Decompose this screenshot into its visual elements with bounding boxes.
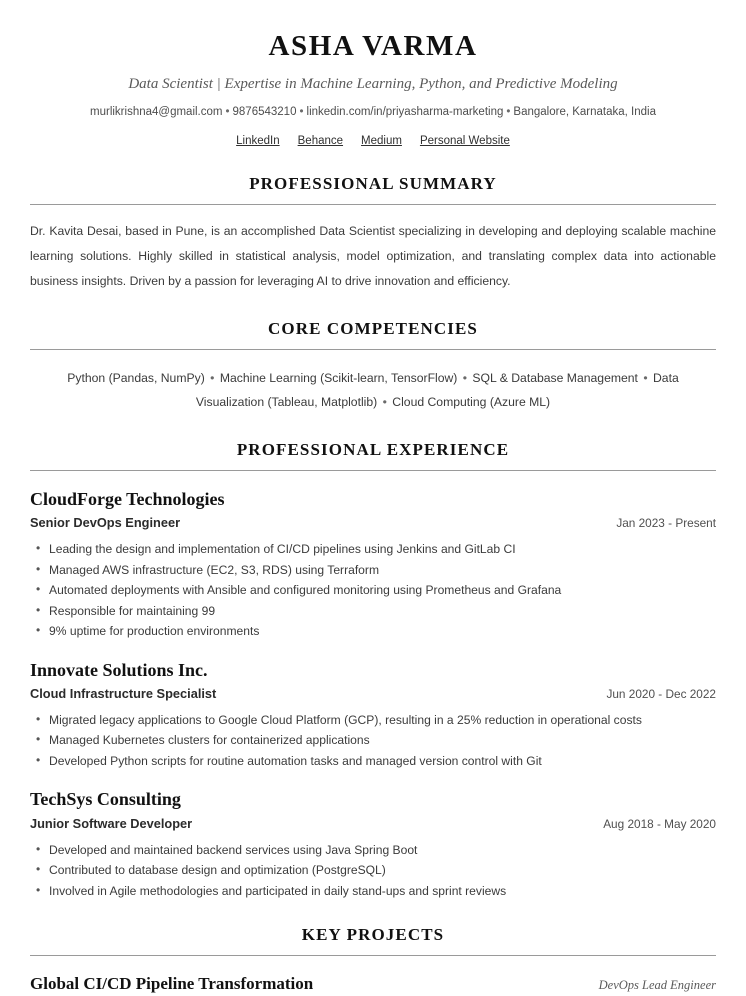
job-bullet: • Contributed to database design and optimization (PostgreSQL) (30, 862, 716, 880)
professional-summary-text: Dr. Kavita Desai, based in Pune, is an accomplished Data Scientist specializing in developing and deploying scalable machine learning solutions. Highly skilled in statistical analysis, model optimization, and translating complex data into actionable business insights. Driven by a passion for leveraging AI to drive innovation and efficiency. (30, 224, 716, 289)
project-name: Global CI/CD Pipeline Transformation (30, 974, 314, 994)
competency-separator-icon: • (459, 371, 471, 386)
link-linkedin[interactable]: LinkedIn (236, 134, 280, 147)
job-bullet-list (30, 712, 716, 771)
job-bullet: • Developed and maintained backend services using Java Spring Boot (30, 842, 716, 860)
competency-item: Data Visualization (Tableau, Matplotlib) (195, 371, 679, 409)
link-medium[interactable]: Medium (361, 134, 402, 147)
job-dates: Jun 2020 - Dec 2022 (606, 686, 716, 701)
contact-linkedin-url[interactable]: linkedin.com/in/priyasharma-marketing (306, 105, 504, 118)
experience-entry (30, 658, 716, 771)
core-competencies-list (30, 367, 716, 415)
section-divider (30, 470, 716, 471)
job-title: Junior Software Developer (30, 815, 193, 831)
job-bullet: • 9% uptime for production environments (30, 623, 716, 641)
section-title-professional-summary: PROFESSIONAL SUMMARY (249, 173, 497, 193)
link-personal-website[interactable]: Personal Website (419, 134, 510, 147)
competency-separator-icon: • (206, 371, 218, 386)
contact-separator-icon: • (225, 105, 230, 118)
projects-list (30, 973, 716, 996)
competency-separator-icon: • (379, 394, 391, 409)
section-divider (30, 955, 716, 956)
job-dates: Aug 2018 - May 2020 (603, 816, 716, 831)
section-title-key-projects: KEY PROJECTS (301, 925, 445, 945)
experience-list (30, 487, 716, 900)
competency-item: Machine Learning (Scikit-learn, TensorFlow) (219, 371, 458, 386)
section-title-core-competencies: CORE COMPETENCIES (268, 319, 478, 339)
candidate-name: ASHA VARMA (268, 30, 478, 62)
job-bullet: • Developed Python scripts for routine automation tasks and managed version control with Git (30, 753, 716, 771)
job-bullet-list (30, 842, 716, 901)
profile-links (30, 133, 716, 149)
contact-phone[interactable]: 9876543210 (232, 105, 297, 118)
job-dates: Jan 2023 - Present (616, 516, 716, 531)
job-bullet: • Managed AWS infrastructure (EC2, S3, RDS) using Terraform (30, 562, 716, 580)
job-bullet: • Responsible for maintaining 99 (30, 603, 716, 621)
employer-name: Innovate Solutions Inc. (30, 659, 208, 680)
job-bullet-list (30, 541, 716, 641)
employer-name: TechSys Consulting (30, 789, 181, 810)
contact-email[interactable]: murlikrishna4@gmail.com (90, 105, 223, 118)
competency-item: Cloud Computing (Azure ML) (392, 394, 551, 409)
role-and-dates-row (30, 815, 716, 833)
section-divider (30, 204, 716, 205)
job-title: Cloud Infrastructure Specialist (30, 685, 217, 701)
role-and-dates-row (30, 685, 716, 703)
resume-header (30, 28, 716, 149)
experience-entry (30, 787, 716, 900)
employer-name: CloudForge Technologies (30, 488, 225, 509)
project-role: DevOps Lead Engineer (598, 978, 716, 993)
competency-separator-icon: • (639, 371, 651, 386)
job-bullet: • Migrated legacy applications to Google Cloud Platform (GCP), resulting in a 25% reduction in operational costs (30, 712, 716, 730)
job-bullet: • Leading the design and implementation of CI/CD pipelines using Jenkins and GitLab CI (30, 541, 716, 559)
contact-location: Bangalore, Karnataka, India (513, 105, 656, 118)
job-bullet: • Managed Kubernetes clusters for containerized applications (30, 732, 716, 750)
contact-separator-icon: • (506, 105, 511, 118)
experience-entry (30, 487, 716, 641)
job-bullet: • Automated deployments with Ansible and configured monitoring using Prometheus and Grafana (30, 582, 716, 600)
candidate-tagline: Data Scientist | Expertise in Machine Learning, Python, and Predictive Modeling (128, 76, 618, 93)
contact-separator-icon: • (299, 105, 304, 118)
competency-item: Python (Pandas, NumPy) (67, 371, 205, 386)
job-bullet: • Involved in Agile methodologies and participated in daily stand-ups and sprint reviews (30, 883, 716, 901)
link-behance[interactable]: Behance (297, 134, 344, 147)
section-title-professional-experience: PROFESSIONAL EXPERIENCE (236, 439, 510, 459)
project-entry (30, 973, 716, 996)
role-and-dates-row (30, 514, 716, 532)
competency-item: SQL & Database Management (472, 371, 638, 386)
section-divider (30, 349, 716, 350)
contact-line (30, 104, 716, 120)
job-title: Senior DevOps Engineer (30, 515, 181, 531)
